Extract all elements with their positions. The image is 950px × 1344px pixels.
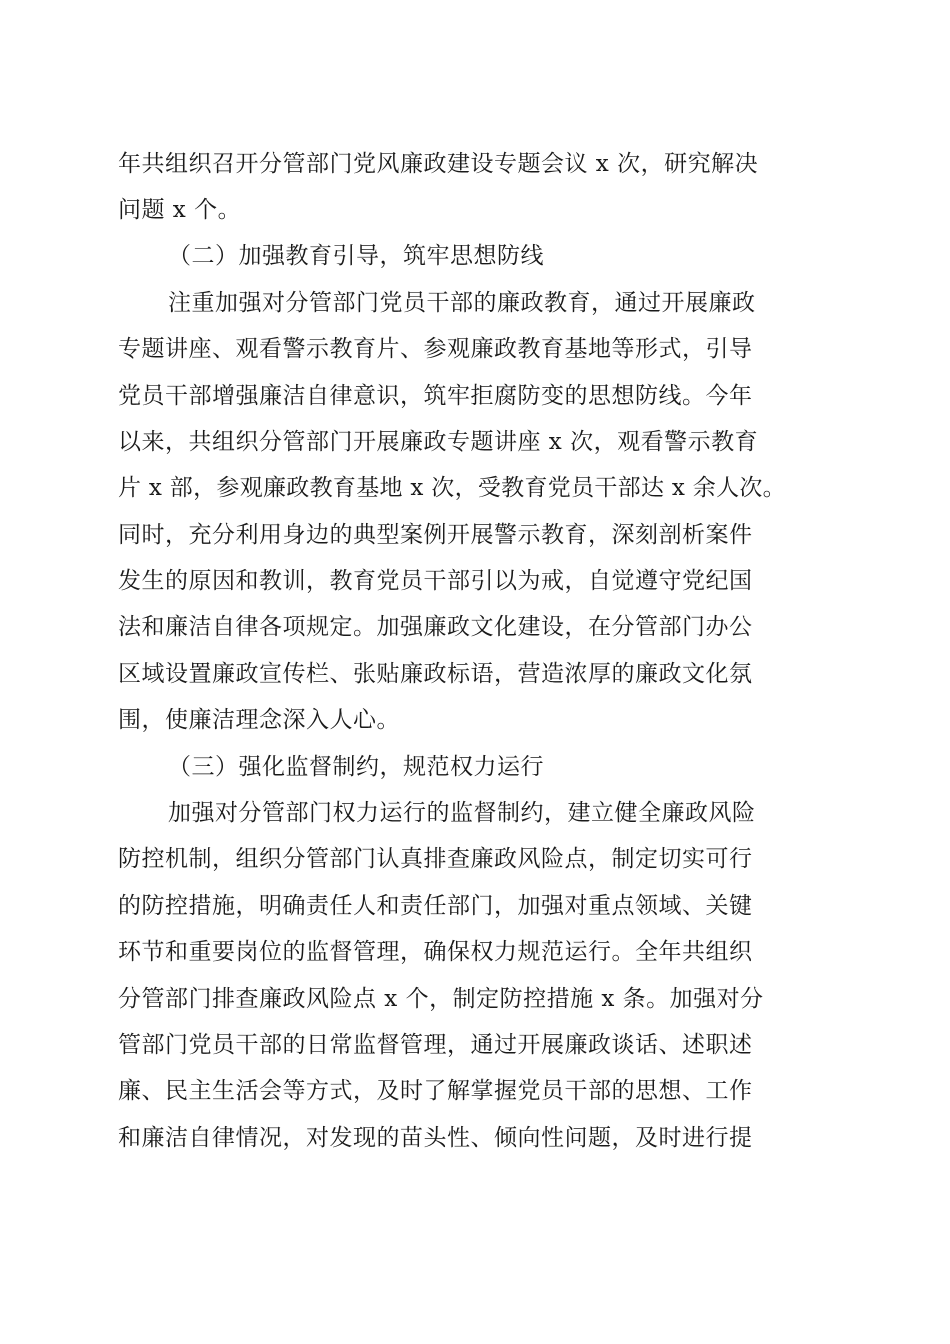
body-text-line: 管部门党员干部的日常监督管理，通过开展廉政谈话、述职述 <box>118 1032 753 1058</box>
body-text-line: 专题讲座、观看警示教育片、参观廉政教育基地等形式，引导 <box>118 336 753 362</box>
body-text-line: 同时，充分利用身边的典型案例开展警示教育，深刻剖析案件 <box>118 522 753 548</box>
section-heading: （二）加强教育引导，筑牢思想防线 <box>168 243 544 269</box>
body-text-line: 加强对分管部门权力运行的监督制约，建立健全廉政风险 <box>168 800 756 826</box>
body-text-line: 党员干部增强廉洁自律意识，筑牢拒腐防变的思想防线。今年 <box>118 383 753 409</box>
body-text-line: 廉、民主生活会等方式，及时了解掌握党员干部的思想、工作 <box>118 1078 753 1104</box>
body-text-line: 以来，共组织分管部门开展廉政专题讲座 x 次，观看警示教育 <box>118 429 759 455</box>
section-heading: （三）强化监督制约，规范权力运行 <box>168 754 544 780</box>
body-text-line: 法和廉洁自律各项规定。加强廉政文化建设，在分管部门办公 <box>118 614 753 640</box>
body-text-line: 分管部门排查廉政风险点 x 个，制定防控措施 x 条。加强对分 <box>118 986 764 1012</box>
body-text-line: 的防控措施，明确责任人和责任部门，加强对重点领域、关键 <box>118 893 753 919</box>
body-text-line: 防控机制，组织分管部门认真排查廉政风险点，制定切实可行 <box>118 846 753 872</box>
body-text-line: 围，使廉洁理念深入人心。 <box>118 707 400 733</box>
body-text-line: 发生的原因和教训，教育党员干部引以为戒，自觉遵守党纪国 <box>118 568 753 594</box>
body-text-line: 问题 x 个。 <box>118 197 242 223</box>
body-text-line: 环节和重要岗位的监督管理，确保权力规范运行。全年共组织 <box>118 939 753 965</box>
body-text-line: 区域设置廉政宣传栏、张贴廉政标语，营造浓厚的廉政文化氛 <box>118 661 753 687</box>
body-text-line: 片 x 部，参观廉政教育基地 x 次，受教育党员干部达 x 余人次。 <box>118 475 786 501</box>
body-text-line: 注重加强对分管部门党员干部的廉政教育，通过开展廉政 <box>168 290 756 316</box>
body-text-line: 年共组织召开分管部门党风廉政建设专题会议 x 次，研究解决 <box>118 151 759 177</box>
body-text-line: 和廉洁自律情况，对发现的苗头性、倾向性问题，及时进行提 <box>118 1125 753 1151</box>
